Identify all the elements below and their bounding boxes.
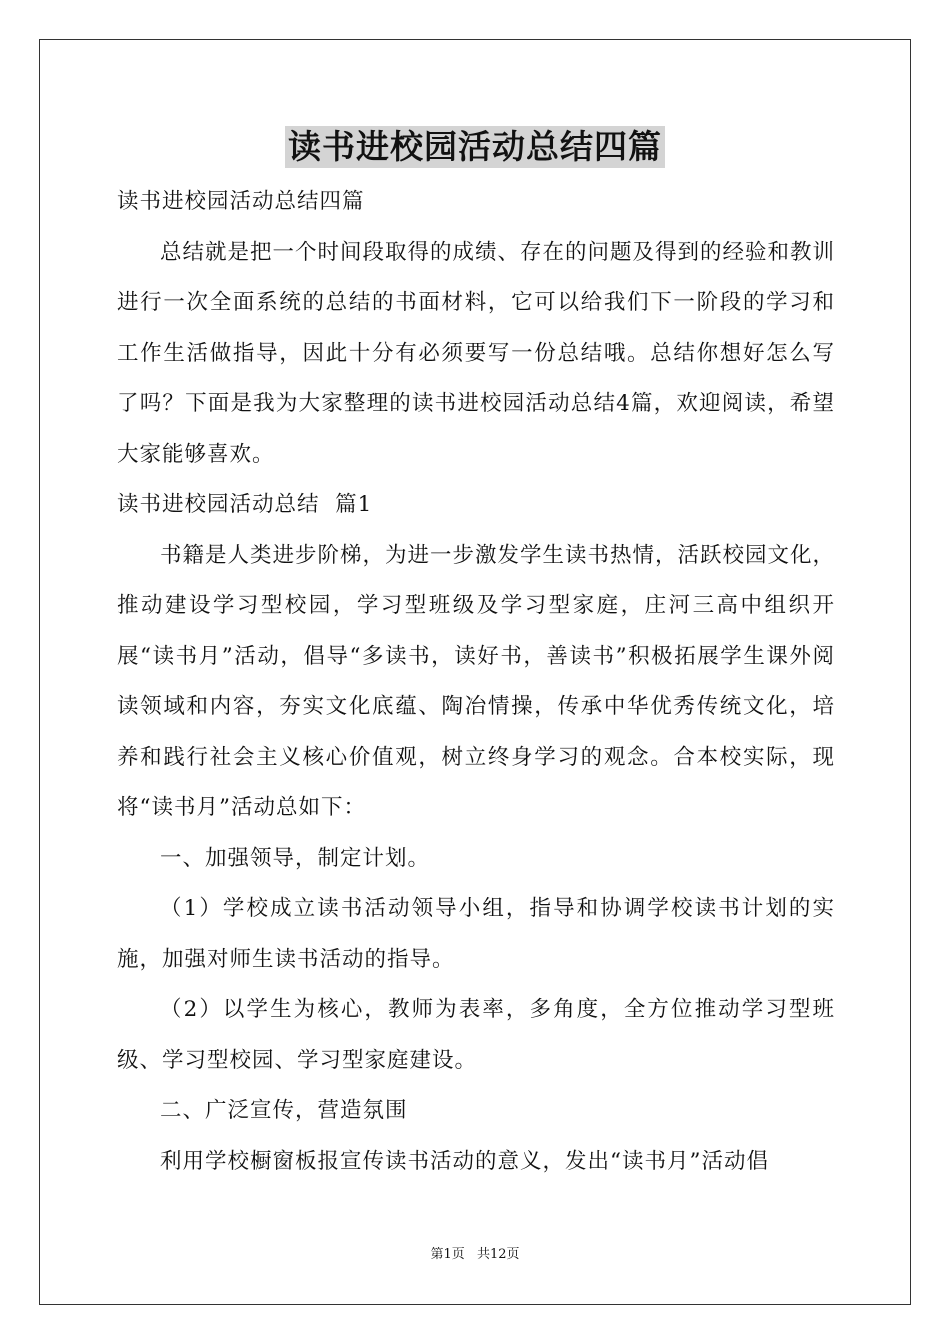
body-paragraph-2: 利用学校橱窗板报宣传读书活动的意义，发出“读书月”活动倡 xyxy=(160,1148,769,1174)
document-body xyxy=(117,177,835,1187)
title-wrap xyxy=(0,126,950,168)
document-title: 读书进校园活动总结四篇 xyxy=(285,126,665,168)
body-paragraph-1: 书籍是人类进步阶梯，为进一步激发学生读书热情，活跃校园文化，推动建设学习型校园，学习型班级及学习型家庭，庄河三高中组织开展“读书月”活动，倡导“多读书，读好书，善读书”积极拓展学生课外阅读领域和内容，夯实文化底蕴、陶冶情操，传承中华优秀传统文化，培养和践行社会主义核心价值观，树立终身学习的观念。合本校实际，现将“读书月”活动总如下： xyxy=(117,542,836,820)
item-paragraph-1: （1）学校成立读书活动领导小组，指导和协调学校读书计划的实施，加强对师生读书活动的指导。 xyxy=(117,896,835,972)
intro-paragraph: 总结就是把一个时间段取得的成绩、存在的问题及得到的经验和教训进行一次全面系统的总结的书面材料，它可以给我们下一阶段的学习和工作生活做指导，因此十分有必须要写一份总结哦。总结你想好怎么写了吗？下面是我为大家整理的读书进校园活动总结4篇，欢迎阅读，希望大家能够喜欢。 xyxy=(117,239,836,467)
subheading-publicity: 二、广泛宣传，营造氛围 xyxy=(160,1098,408,1123)
subheading-leadership: 一、加强领导，制定计划。 xyxy=(160,845,431,871)
subtitle-line: 读书进校园活动总结四篇 xyxy=(117,189,365,214)
page-footer xyxy=(0,1245,950,1265)
section-heading-part1: 读书进校园活动总结 篇1 xyxy=(117,492,373,517)
item-paragraph-2: （2）以学生为核心，教师为表率，多角度，全方位推动学习型班级、学习型校园、学习型家庭建设。 xyxy=(117,997,835,1073)
page-number: 第1页 xyxy=(430,1247,465,1262)
page-total: 共12页 xyxy=(476,1247,520,1262)
